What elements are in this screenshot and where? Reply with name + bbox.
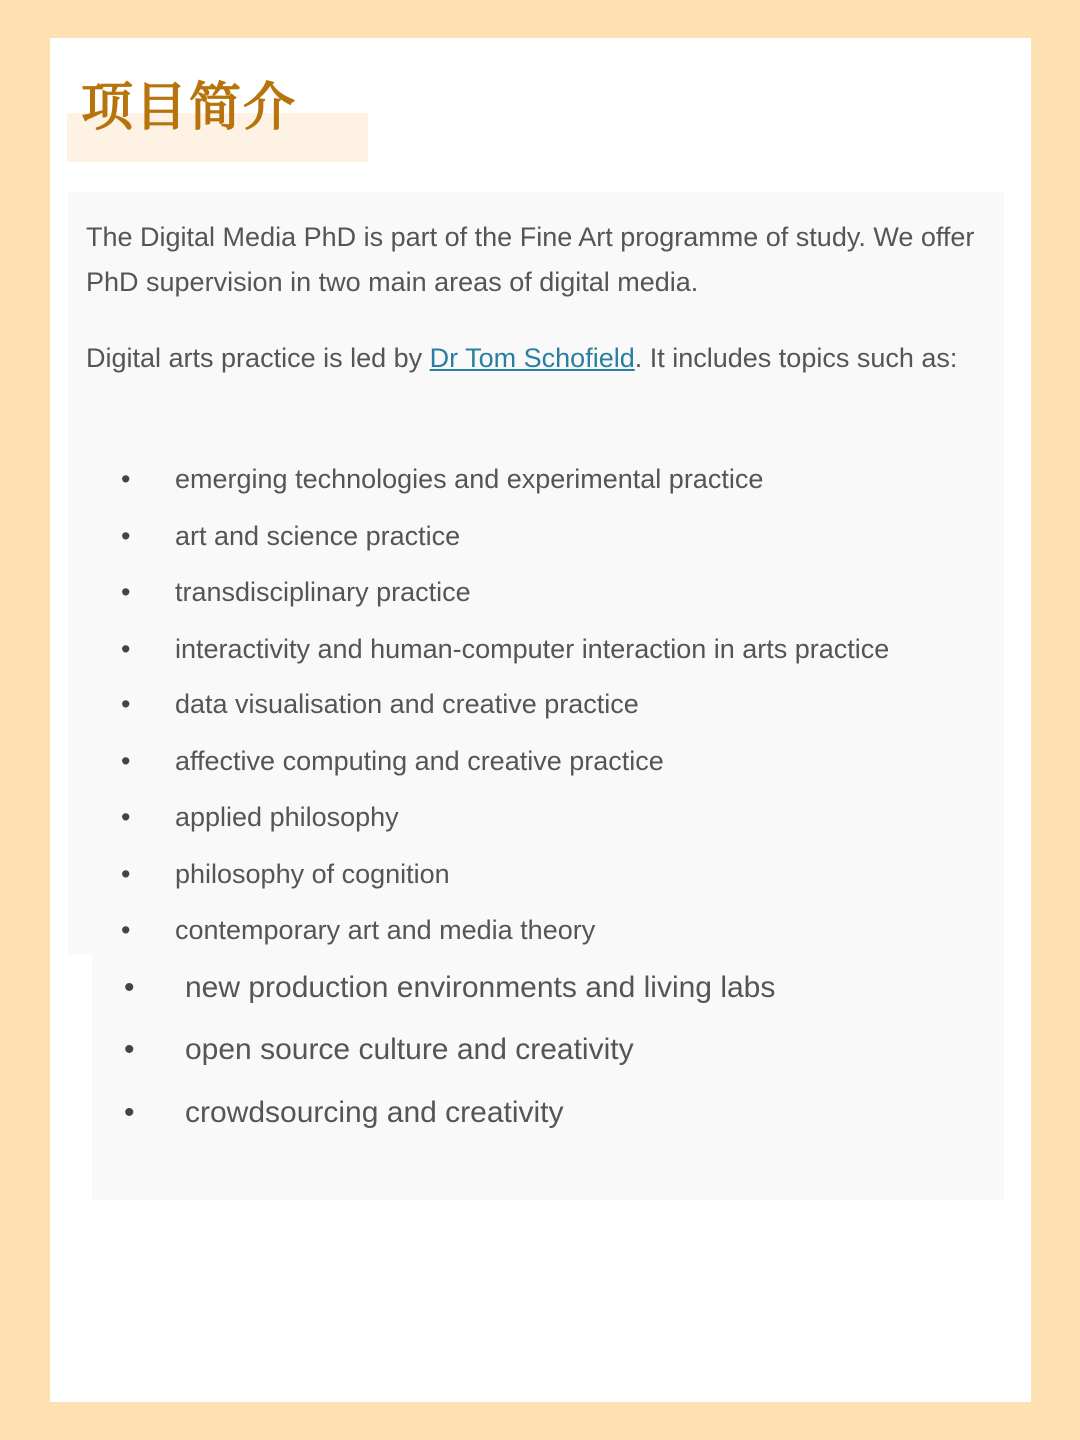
bullet-icon: • (121, 859, 131, 889)
topic-text: contemporary art and media theory (175, 915, 596, 945)
topic-text: art and science practice (175, 521, 461, 551)
bullet-icon: • (124, 1033, 135, 1066)
topic-text: philosophy of cognition (175, 859, 450, 889)
intro-paragraph: The Digital Media PhD is part of the Fine Art programme of study. We offer PhD supervision in two main areas of digital media. (86, 222, 975, 297)
content-card (50, 38, 1031, 1402)
topic-text: new production environments and living labs (185, 971, 776, 1004)
topic-text: interactivity and human-computer interaction in arts practice (175, 634, 890, 664)
topics-intro-text-before: Digital arts practice is led by (86, 343, 430, 373)
bullet-icon: • (121, 802, 131, 832)
bullet-icon: • (121, 915, 131, 945)
bullet-icon: • (121, 464, 131, 494)
bullet-icon: • (121, 689, 131, 719)
topic-text: affective computing and creative practice (175, 746, 664, 776)
topic-text: open source culture and creativity (185, 1033, 634, 1066)
topic-text: applied philosophy (175, 802, 399, 832)
bullet-icon: • (121, 577, 131, 607)
tom-schofield-link[interactable]: Dr Tom Schofield (429, 343, 635, 373)
bullet-icon: • (124, 971, 135, 1004)
topic-text: crowdsourcing and creativity (185, 1096, 564, 1129)
topic-text: transdisciplinary practice (175, 577, 471, 607)
topics-intro-paragraph (86, 336, 986, 381)
bullet-icon: • (124, 1096, 135, 1129)
bullet-icon: • (121, 634, 131, 664)
topic-text: data visualisation and creative practice (175, 689, 639, 719)
bullet-icon: • (121, 521, 131, 551)
page-title: 项目简介 (81, 78, 298, 138)
topics-intro-text-after: . It includes topics such as: (634, 343, 958, 373)
topic-text: emerging technologies and experimental practice (175, 464, 764, 494)
bullet-icon: • (121, 746, 131, 776)
